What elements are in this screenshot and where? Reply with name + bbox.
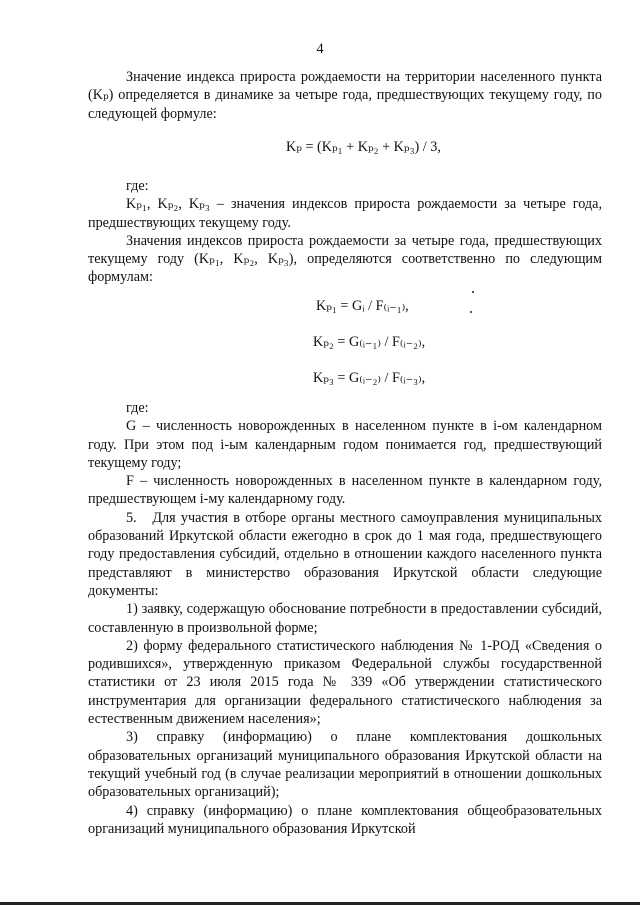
formula-main-text: Kₚ = (Kₚ₁ + Kₚ₂ + Kₚ₃) / 3, xyxy=(286,139,441,155)
intro-text: Значение индекса прироста рождаемости на территории населенного пункта (Kₚ) определяется в динамике за четыре года, предшествующих текущему году, по следующей формуле: xyxy=(88,69,602,122)
formula-kp1-text: Kₚ₁ = Gᵢ / F₍ᵢ₋₁₎, xyxy=(316,298,409,314)
page-number: 4 xyxy=(316,41,324,57)
subitem-1: 1) заявку, содержащую обоснование потребности в предоставлении субсидий, составленную в произвольной форме; xyxy=(88,601,602,636)
formula-kp3 xyxy=(313,369,425,387)
subitem-4: 4) справку (информацию) о плане комплектования общеобразовательных организаций муниципального образования Иркутской xyxy=(88,802,602,837)
formula-kp3-text: Kₚ₃ = G₍ᵢ₋₂₎ / F₍ᵢ₋₃₎, xyxy=(313,370,426,386)
scan-speck xyxy=(470,311,472,313)
where-label-2: где: xyxy=(126,400,149,416)
definition-f: F – численность новорожденных в населенном пункте в календарном году, предшествующем i-му календарному году. xyxy=(88,473,602,508)
where-label-1: где: xyxy=(126,178,149,194)
formula-main xyxy=(286,138,441,156)
body-block xyxy=(88,399,602,838)
item-5: 5. Для участия в отборе органы местного самоуправления муниципальных образований Иркутской области ежегодно в срок до 1 мая года, предшествующего году предоставления субсидий, отдельно в отношении каждого населенного пункта представляют в министерство образования Иркутской области следующие документы: xyxy=(88,509,602,599)
subitem-2: 2) форму федерального статистического наблюдения № 1-РОД «Сведения о родившихся», утвержденную приказом Федеральной службы государственной статистики от 23 июля 2015 года № 339 «Об утверждении статистического инструментария для организации федерального статистического наблюдения за естественным движением населения»; xyxy=(88,637,602,728)
formula-kp2-text: Kₚ₂ = G₍ᵢ₋₁₎ / F₍ᵢ₋₂₎, xyxy=(313,334,426,350)
formula-kp1 xyxy=(316,297,409,315)
definition-g: G – численность новорожденных в населенном пункте в i-ом календарном году. При этом под i-ым календарным годом понимается год, предшествующий текущему году; xyxy=(88,418,602,471)
scan-speck xyxy=(472,291,474,293)
formula-kp2 xyxy=(313,333,425,351)
definition-k-indices: Kₚ₁, Kₚ₂, Kₚ₃ – значения индексов прироста рождаемости за четыре года, предшествующих текущему году. xyxy=(88,196,602,231)
definitions-block xyxy=(88,177,602,287)
intro-paragraph xyxy=(88,68,602,123)
subitem-3: 3) справку (информацию) о плане комплектования дошкольных образовательных организаций муниципального образования Иркутской области на текущий учебный год (в случае реализации мероприятий в отношении дошкольных образовательных организаций); xyxy=(88,729,602,801)
values-intro: Значения индексов прироста рождаемости за четыре года, предшествующих текущему году (Kₚ₁, Kₚ₂, Kₚ₃), определяются соответственно по следующим формулам: xyxy=(88,232,602,286)
